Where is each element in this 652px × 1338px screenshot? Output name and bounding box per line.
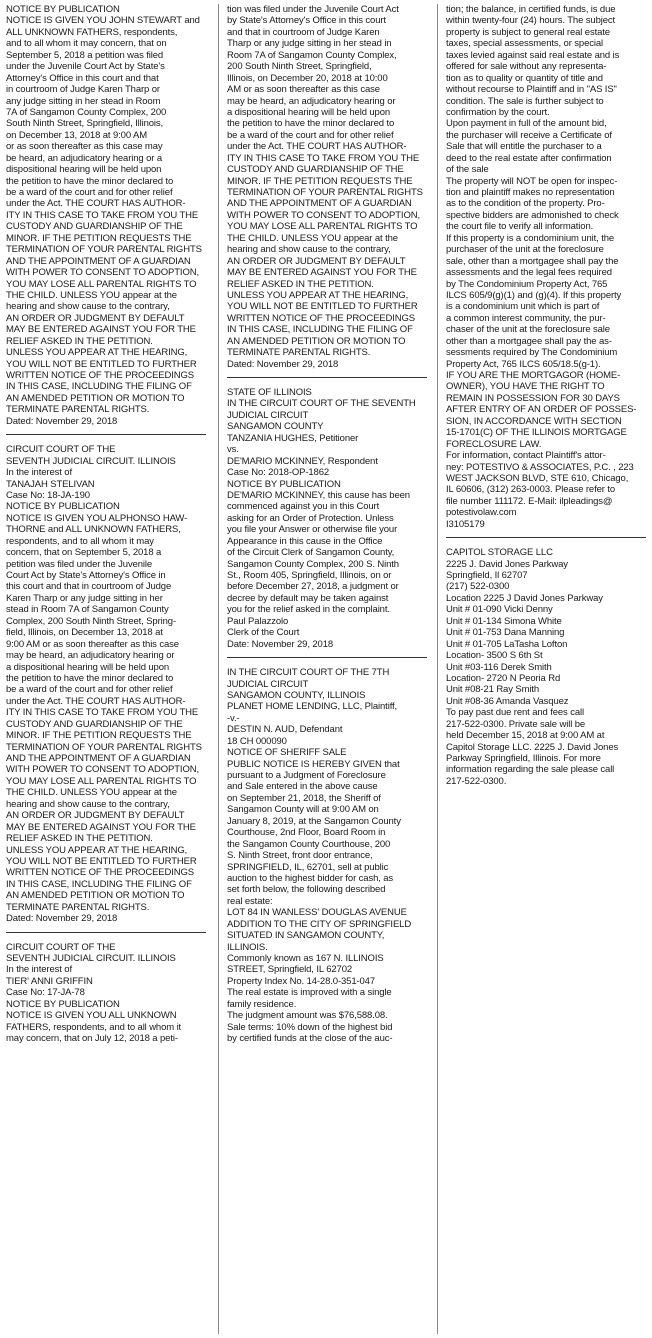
notice-text-line: ITY IN THIS CASE TO TAKE FROM YOU THE bbox=[227, 152, 420, 164]
notice-text-line: hearing and show cause to the contrary, bbox=[227, 244, 391, 256]
notice-text-line: Springfield, Il 62707 bbox=[446, 570, 528, 581]
notice-text-line: Unit # 01-134 Simona White bbox=[446, 615, 562, 627]
notice-text-line: of the Circuit Clerk of Sangamon County, bbox=[227, 547, 395, 559]
notice-text-line: sessments required by The Condominium bbox=[446, 347, 618, 359]
notice-text-line: is a condominium unit which is part of bbox=[446, 301, 600, 313]
notice-text-line: 7A of Sangamon County Complex, 200 bbox=[6, 106, 167, 118]
notice-text-line: information regarding the sale please call bbox=[446, 764, 615, 776]
notice-text-line: AN AMENDED PETITION OR MOTION TO bbox=[6, 890, 185, 902]
notice-text-line: or as soon thereafter as this case may bbox=[6, 141, 163, 153]
notice-text-line: DESTIN N. AUD, Defendant bbox=[227, 724, 343, 736]
notice-text-line: South Ninth Street, Springfield, Illinois, bbox=[6, 118, 164, 130]
notice-text-line: by State's Attorney's Office in this court bbox=[227, 15, 386, 27]
notice-text-line: TERMINATION OF YOUR PARENTAL RIGHTS bbox=[227, 187, 423, 198]
notice-text-line: and Sale entered in the above cause bbox=[227, 781, 378, 793]
notice-text-line: To pay past due rent and fees call bbox=[446, 707, 584, 719]
notice-text-line: Case No: 2018-OP-1862 bbox=[227, 467, 330, 479]
notice-text-line: YOU WILL NOT BE ENTITLED TO FURTHER bbox=[6, 358, 197, 370]
notice-text-line: NOTICE BY PUBLICATION bbox=[6, 4, 120, 15]
notice-text-line: respondents, and to all whom it may bbox=[6, 535, 154, 547]
notice-text-line: MAY BE ENTERED AGAINST YOU FOR THE bbox=[227, 267, 417, 279]
notice-text-line: 217-522-0300. bbox=[446, 775, 507, 787]
notice-text-line: WRITTEN NOTICE OF THE PROCEEDINGS bbox=[6, 867, 194, 879]
notice-column-3 bbox=[446, 4, 646, 787]
notice-text-line: The judgment amount was $76,588.08. bbox=[227, 1010, 388, 1022]
legal-notice bbox=[227, 387, 427, 650]
notice-text-line: YOU WILL NOT BE ENTITLED TO FURTHER bbox=[227, 301, 418, 313]
notice-text-line: other than a mortgagee shall pay the as- bbox=[446, 335, 612, 347]
notice-text-line: SION, IN ACCORDANCE WITH SECTION bbox=[446, 415, 622, 427]
notice-text-line: you for the relief asked in the complaint. bbox=[227, 604, 390, 616]
notice-text-line: ILLINOIS. bbox=[227, 941, 268, 953]
notice-text-line: CUSTODY AND GUARDIANSHIP OF THE bbox=[227, 164, 404, 176]
notice-text-line: within twenty-four (24) hours. The subject bbox=[446, 15, 616, 27]
notice-text-line: Date: November 29, 2018 bbox=[227, 638, 334, 650]
notice-text-line: before December 27, 2018, a judgment or bbox=[227, 581, 399, 593]
notice-text-line: CIRCUIT COURT OF THE bbox=[6, 941, 116, 953]
notice-text-line: TANZANIA HUGHES, Petitioner bbox=[227, 432, 359, 444]
notice-text-line: Sale that will entitle the purchaser to a bbox=[446, 141, 602, 153]
notice-text-line: in courtroom of Judge Karen Tharp or bbox=[6, 84, 160, 96]
notice-text-line: MAY BE ENTERED AGAINST YOU FOR THE bbox=[6, 324, 196, 336]
notice-text-line: Dated: November 29, 2018 bbox=[227, 358, 339, 370]
notice-column-2 bbox=[227, 4, 427, 1045]
notice-text-line: NOTICE BY PUBLICATION bbox=[6, 501, 120, 513]
notice-text-line: WRITTEN NOTICE OF THE PROCEEDINGS bbox=[227, 312, 415, 324]
notice-text-line: NOTICE IS GIVEN YOU ALPHONSO HAW- bbox=[6, 512, 188, 524]
notice-text-line: Court Act by State's Attorney's Office in bbox=[6, 570, 166, 581]
notice-text-line: MAY BE ENTERED AGAINST YOU FOR THE bbox=[6, 821, 196, 833]
notice-text-line: Karen Tharp or any judge sitting in her bbox=[6, 592, 163, 604]
notice-text-line: be a ward of the court and for other relief bbox=[227, 129, 394, 141]
legal-notice bbox=[446, 547, 646, 787]
notice-text-line: be heard, an adjudicatory hearing or a bbox=[6, 152, 162, 164]
notice-text-line: ITY IN THIS CASE TO TAKE FROM YOU THE bbox=[6, 707, 199, 719]
notice-text-line: CIRCUIT COURT OF THE bbox=[6, 444, 116, 456]
notice-text-line: SEVENTH JUDICIAL CIRCUIT. ILLINOIS bbox=[6, 455, 176, 467]
notice-text-line: hearing and show cause to the contrary, bbox=[6, 301, 170, 313]
notice-text-line: WITH POWER TO CONSENT TO ADOPTION, bbox=[6, 267, 199, 279]
notice-text-line: under the Act. THE COURT HAS AUTHOR- bbox=[6, 695, 186, 707]
notice-text-line: JUDICIAL CIRCUIT bbox=[227, 678, 309, 690]
notice-text-line: THE CHILD. UNLESS YOU appear at the bbox=[6, 289, 177, 301]
notice-text-line: TERMINATION OF YOUR PARENTAL RIGHTS bbox=[6, 244, 202, 256]
notice-text-line: without recourse to Plaintiff and in "AS IS" bbox=[446, 84, 617, 96]
legal-notice bbox=[446, 4, 646, 530]
notice-text-line: be a ward of the court and for other relief bbox=[6, 187, 173, 198]
notice-text-line: TIER' ANNI GRIFFIN bbox=[6, 975, 93, 987]
notice-text-line: Unit # 01-090 Vicki Denny bbox=[446, 604, 553, 616]
notice-text-line: concern, that on September 5, 2018 a bbox=[6, 547, 162, 559]
notice-text-line: IL 60606, (312) 263-0003. Please refer to bbox=[446, 484, 616, 496]
notice-text-line: the petition to have the minor declared to bbox=[6, 175, 174, 187]
notice-text-line: Room 7A of Sangamon County Complex, bbox=[227, 49, 397, 61]
notice-text-line: offered for sale without any representa- bbox=[446, 61, 607, 73]
notice-text-line: LOT 84 IN WANLESS' DOUGLAS AVENUE bbox=[227, 907, 407, 919]
notice-text-line: REMAIN IN POSSESSION FOR 30 DAYS bbox=[446, 392, 620, 404]
notice-separator bbox=[227, 657, 427, 658]
notice-text-line: (217) 522-0300 bbox=[446, 581, 510, 593]
notice-text-line: FORECLOSURE LAW. bbox=[446, 438, 542, 450]
notice-text-line: as to the condition of the property. Pro- bbox=[446, 198, 605, 210]
notice-text-line: RELIEF ASKED IN THE PETITION. bbox=[6, 335, 153, 347]
notice-text-line: any judge sitting in her stead in Room bbox=[6, 95, 161, 107]
notice-text-line: decree by default may be taken against bbox=[227, 592, 389, 604]
notice-text-line: -v.- bbox=[227, 712, 240, 724]
notice-text-line: WEST JACKSON BLVD, STE 610, Chicago, bbox=[446, 472, 629, 484]
notice-text-line: Case No: 17-JA-78 bbox=[6, 987, 85, 999]
notice-text-line: YOU MAY LOSE ALL PARENTAL RIGHTS TO bbox=[227, 221, 418, 233]
notice-text-line: Case No: 18-JA-190 bbox=[6, 489, 90, 501]
notice-text-line: WRITTEN NOTICE OF THE PROCEEDINGS bbox=[6, 370, 194, 381]
notice-text-line: of the sale bbox=[446, 164, 489, 176]
notice-text-line: TERMINATE PARENTAL RIGHTS. bbox=[227, 347, 371, 359]
notice-text-line: ALL UNKNOWN FATHERS, respondents, bbox=[6, 26, 178, 38]
notice-text-line: a dispositional hearing will be held upon bbox=[6, 661, 170, 673]
notice-text-line: may concern, that on July 12, 2018 a peti- bbox=[6, 1033, 178, 1045]
notice-text-line: MINOR. IF THE PETITION REQUESTS THE bbox=[6, 730, 192, 742]
notice-text-line: Dated: November 29, 2018 bbox=[6, 913, 118, 925]
notice-text-line: In the interest of bbox=[6, 964, 72, 976]
notice-text-line: chaser of the unit at the foreclosure sale bbox=[446, 324, 610, 336]
notice-text-line: tion and plaintiff makes no representation bbox=[446, 187, 615, 198]
notice-text-line: on September 21, 2018, the Sheriff of bbox=[227, 792, 381, 804]
notice-text-line: ILCS 605/9(g)(1) and (g)(4). If this property bbox=[446, 289, 622, 301]
notice-text-line: NOTICE BY PUBLICATION bbox=[6, 998, 120, 1010]
notice-text-line: NOTICE IS GIVEN YOU JOHN STEWART and bbox=[6, 15, 200, 27]
notice-separator bbox=[6, 932, 206, 933]
notice-text-line: NOTICE OF SHERIFF SALE bbox=[227, 747, 347, 759]
notice-text-line: IN THE CIRCUIT COURT OF THE SEVENTH bbox=[227, 398, 416, 410]
notice-text-line: UNLESS YOU APPEAR AT THE HEARING, bbox=[6, 844, 188, 856]
notice-text-line: ADDITION TO THE CITY OF SPRINGFIELD bbox=[227, 918, 412, 930]
notice-text-line: AND THE APPOINTMENT OF A GUARDIAN bbox=[6, 753, 191, 764]
notice-text-line: and that in courtroom of Judge Karen bbox=[227, 26, 380, 38]
notice-text-line: 15-1701(C) OF THE ILLINOIS MORTGAGE bbox=[446, 427, 627, 439]
notice-text-line: S. Ninth Street, front door entrance, bbox=[227, 850, 373, 862]
notice-text-line: I3105179 bbox=[446, 518, 485, 530]
notice-text-line: THORNE and ALL UNKNOWN FATHERS, bbox=[6, 524, 181, 536]
notice-text-line: ITY IN THIS CASE TO TAKE FROM YOU THE bbox=[6, 209, 199, 221]
notice-text-line: pursuant to a Judgment of Foreclosure bbox=[227, 770, 386, 781]
notice-text-line: be a ward of the court and for other relief bbox=[6, 684, 173, 696]
notice-text-line: under the Act. THE COURT HAS AUTHOR- bbox=[6, 198, 186, 210]
notice-text-line: PUBLIC NOTICE IS HEREBY GIVEN that bbox=[227, 758, 400, 770]
notice-text-line: STREET, Springfield, IL 62702 bbox=[227, 964, 353, 976]
notice-text-line: set forth below, the following described bbox=[227, 884, 386, 896]
legal-notice bbox=[227, 667, 427, 1044]
notice-text-line: AN ORDER OR JUDGMENT BY DEFAULT bbox=[227, 255, 406, 267]
notice-text-line: UNLESS YOU APPEAR AT THE HEARING, bbox=[6, 347, 188, 359]
notice-text-line: NOTICE BY PUBLICATION bbox=[227, 478, 341, 490]
notice-text-line: Upon payment in full of the amount bid, bbox=[446, 118, 607, 130]
notice-text-line: PLANET HOME LENDING, LLC, Plaintiff, bbox=[227, 701, 398, 713]
notice-text-line: Sangamon County Complex, 200 S. Ninth bbox=[227, 558, 399, 570]
notice-text-line: the Sangamon County Courthouse, 200 bbox=[227, 838, 391, 850]
notice-text-line: tion; the balance, in certified funds, is due bbox=[446, 4, 616, 15]
notice-text-line: tion as to quality or quantity of title and bbox=[446, 72, 603, 84]
notice-text-line: 200 South Ninth Street, Springfield, bbox=[227, 61, 372, 73]
legal-notice bbox=[6, 942, 206, 1045]
legal-notice bbox=[227, 4, 427, 370]
notice-text-line: the petition to have the minor declared to bbox=[6, 672, 174, 684]
notice-text-line: Property Index No. 14-28.0-351-047 bbox=[227, 975, 376, 987]
notice-text-line: property is subject to general real estate bbox=[446, 26, 610, 38]
notice-separator bbox=[6, 434, 206, 435]
notice-text-line: by certified funds at the close of the auc- bbox=[227, 1033, 393, 1045]
notice-text-line: spective bidders are admonished to check bbox=[446, 209, 619, 221]
notice-text-line: CUSTODY AND GUARDIANSHIP OF THE bbox=[6, 718, 183, 730]
notice-text-line: the court file to verify all information. bbox=[446, 221, 594, 233]
notice-text-line: AN AMENDED PETITION OR MOTION TO bbox=[227, 335, 406, 347]
notice-text-line: taxes levied against said real estate and is bbox=[446, 49, 620, 61]
notice-text-line: JUDICIAL CIRCUIT bbox=[227, 409, 309, 421]
column-divider bbox=[437, 4, 438, 1334]
notice-text-line: FATHERS, respondents, and to all whom it bbox=[6, 1021, 182, 1033]
notice-text-line: under the Act. THE COURT HAS AUTHOR- bbox=[227, 141, 407, 153]
notice-text-line: Unit # 01-705 LaTasha Lofton bbox=[446, 638, 568, 650]
notice-text-line: you file your Answer or otherwise file your bbox=[227, 524, 398, 536]
notice-text-line: commenced against you in this Court bbox=[227, 501, 380, 513]
notice-text-line: AM or as soon thereafter as this case bbox=[227, 84, 380, 96]
notice-text-line: RELIEF ASKED IN THE PETITION. bbox=[227, 278, 374, 290]
notice-text-line: field, Illinois, on December 13, 2018 at bbox=[6, 627, 163, 639]
notice-text-line: DE'MARIO MCKINNEY, Respondent bbox=[227, 455, 378, 467]
legal-notice bbox=[6, 444, 206, 924]
notice-text-line: vs. bbox=[227, 444, 239, 456]
notice-text-line: deed to the real estate after confirmation bbox=[446, 152, 612, 164]
notice-text-line: assessments and the legal fees required bbox=[446, 267, 612, 279]
notice-text-line: on December 13, 2018 at 9:00 AM bbox=[6, 129, 147, 141]
notice-text-line: AND THE APPOINTMENT OF A GUARDIAN bbox=[227, 198, 412, 210]
notice-text-line: the purchaser will receive a Certificate of bbox=[446, 129, 612, 141]
notice-text-line: IN THIS CASE, INCLUDING THE FILING OF bbox=[227, 324, 413, 336]
notice-text-line: CUSTODY AND GUARDIANSHIP OF THE bbox=[6, 221, 183, 233]
notice-text-line: tion was filed under the Juvenile Court Act bbox=[227, 4, 399, 15]
notice-text-line: Courthouse, 2nd Floor, Board Room in bbox=[227, 827, 386, 839]
notice-text-line: condition. The sale is further subject to bbox=[446, 95, 604, 107]
notice-text-line: AN AMENDED PETITION OR MOTION TO bbox=[6, 392, 185, 404]
notice-text-line: January 8, 2019, at the Sangamon County bbox=[227, 815, 401, 827]
notice-text-line: Clerk of the Court bbox=[227, 627, 300, 639]
notice-text-line: this court and that in courtroom of Judge bbox=[6, 581, 172, 593]
notice-text-line: auction to the highest bidder for cash, as bbox=[227, 872, 394, 884]
notice-text-line: St., Room 405, Springfield, Illinois, on or bbox=[227, 570, 392, 581]
notice-text-line: SANGAMON COUNTY bbox=[227, 421, 324, 433]
notice-text-line: Location- 2720 N Peoria Rd bbox=[446, 672, 561, 684]
notice-text-line: IN THIS CASE, INCLUDING THE FILING OF bbox=[6, 381, 192, 393]
notice-text-line: AN ORDER OR JUDGMENT BY DEFAULT bbox=[6, 312, 185, 324]
notice-text-line: a common interest community, the pur- bbox=[446, 312, 606, 324]
notice-text-line: 2225 J. David Jones Parkway bbox=[446, 558, 568, 570]
notice-text-line: Attorney's Office in this court and that bbox=[6, 72, 159, 84]
notice-text-line: SPRINGFIELD, IL, 62701, sell at public bbox=[227, 861, 389, 873]
notice-text-line: Parkway Springfield, Illinois. For more bbox=[446, 753, 601, 764]
notice-text-line: Unit #03-116 Derek Smith bbox=[446, 661, 552, 673]
notice-text-line: UNLESS YOU APPEAR AT THE HEARING, bbox=[227, 289, 409, 301]
notice-text-line: MINOR. IF THE PETITION REQUESTS THE bbox=[227, 175, 413, 187]
notice-text-line: Capitol Storage LLC. 2225 J. David Jones bbox=[446, 741, 619, 753]
notice-text-line: asking for an Order of Protection. Unless bbox=[227, 512, 394, 524]
notice-text-line: WITH POWER TO CONSENT TO ADOPTION, bbox=[227, 209, 420, 221]
notice-text-line: Dated: November 29, 2018 bbox=[6, 415, 118, 427]
notice-text-line: held December 15, 2018 at 9:00 AM at bbox=[446, 730, 605, 742]
notice-text-line: MINOR. IF THE PETITION REQUESTS THE bbox=[6, 232, 192, 244]
notice-text-line: sale, other than a mortgagee shall pay the bbox=[446, 255, 619, 267]
notice-text-line: Commonly known as 167 N. ILLINOIS bbox=[227, 953, 384, 964]
notice-text-line: THE CHILD. UNLESS YOU appear at the bbox=[6, 787, 177, 799]
notice-text-line: IN THE CIRCUIT COURT OF THE 7TH bbox=[227, 667, 390, 679]
notice-text-line: Unit #08-36 Amanda Vasquez bbox=[446, 695, 569, 707]
notice-text-line: In the interest of bbox=[6, 467, 72, 479]
notice-text-line: WITH POWER TO CONSENT TO ADOPTION, bbox=[6, 764, 199, 776]
notice-text-line: may be heard, an adjudicatory hearing or bbox=[6, 650, 175, 662]
notice-text-line: Sale terms: 10% down of the highest bid bbox=[227, 1021, 393, 1033]
notice-text-line: YOU MAY LOSE ALL PARENTAL RIGHTS TO bbox=[6, 278, 197, 290]
column-divider bbox=[218, 4, 219, 1334]
notice-text-line: 18 CH 000090 bbox=[227, 735, 287, 747]
notice-text-line: DE'MARIO MCKINNEY, this cause has been bbox=[227, 489, 410, 501]
notice-text-line: file number 111172. E-Mail: ilpleadings@ bbox=[446, 495, 613, 507]
notice-text-line: September 5, 2018 a petition was filed bbox=[6, 49, 164, 61]
notice-text-line: SITUATED IN SANGAMON COUNTY, bbox=[227, 930, 385, 942]
notice-text-line: SANGAMON COUNTY, ILLINOIS bbox=[227, 689, 366, 701]
notice-text-line: The real estate is improved with a single bbox=[227, 987, 392, 999]
notice-text-line: Paul Palazzolo bbox=[227, 615, 289, 627]
notice-text-line: TERMINATION OF YOUR PARENTAL RIGHTS bbox=[6, 741, 202, 753]
notice-text-line: AN ORDER OR JUDGMENT BY DEFAULT bbox=[6, 810, 185, 822]
notice-text-line: may be heard, an adjudicatory hearing or bbox=[227, 95, 396, 107]
notice-text-line: and to all whom it may concern, that on bbox=[6, 38, 167, 50]
notice-text-line: YOU WILL NOT BE ENTITLED TO FURTHER bbox=[6, 855, 197, 867]
notice-text-line: Unit # 01-753 Dana Manning bbox=[446, 627, 565, 639]
notice-text-line: AFTER ENTRY OF AN ORDER OF POSSES- bbox=[446, 404, 637, 416]
legal-notice bbox=[6, 4, 206, 427]
notice-text-line: Location- 3500 S 6th St bbox=[446, 650, 543, 662]
notice-text-line: ney: POTESTIVO & ASSOCIATES, P.C. , 223 bbox=[446, 461, 634, 473]
notice-text-line: 9:00 AM or as soon thereafter as this case bbox=[6, 638, 179, 650]
notice-text-line: THE CHILD. UNLESS YOU appear at the bbox=[227, 232, 398, 244]
notice-text-line: confirmation by the court. bbox=[446, 106, 550, 118]
notice-text-line: purchaser of the unit at the foreclosure bbox=[446, 244, 604, 256]
notice-column-1 bbox=[6, 4, 206, 1045]
notice-text-line: under the Juvenile Court Act by State's bbox=[6, 61, 165, 73]
notice-text-line: AND THE APPOINTMENT OF A GUARDIAN bbox=[6, 255, 191, 267]
notice-text-line: If this property is a condominium unit, the bbox=[446, 232, 615, 244]
notice-text-line: a dispositional hearing will be held upon bbox=[227, 106, 391, 118]
notice-text-line: hearing and show cause to the contrary, bbox=[6, 798, 170, 810]
notice-text-line: OWNER), YOU HAVE THE RIGHT TO bbox=[446, 381, 605, 393]
notice-text-line: by The Condominium Property Act, 765 bbox=[446, 278, 608, 290]
notice-text-line: TERMINATE PARENTAL RIGHTS. bbox=[6, 404, 150, 416]
notice-text-line: IF YOU ARE THE MORTGAGOR (HOME- bbox=[446, 370, 621, 381]
notice-text-line: potestivolaw.com bbox=[446, 507, 517, 519]
notice-text-line: TANAJAH STELIVAN bbox=[6, 478, 95, 490]
notice-text-line: Property Act, 765 ILCS 605/18.5(g-1). bbox=[446, 358, 601, 370]
notice-text-line: RELIEF ASKED IN THE PETITION. bbox=[6, 833, 153, 845]
notice-text-line: For information, contact Plaintiff's attor- bbox=[446, 450, 606, 462]
notice-text-line: Appearance in this cause in the Office bbox=[227, 535, 383, 547]
notice-text-line: 217-522-0300. Private sale will be bbox=[446, 718, 586, 730]
notice-text-line: STATE OF ILLINOIS bbox=[227, 387, 312, 398]
notice-separator bbox=[227, 377, 427, 378]
notice-text-line: taxes, special assessments, or special bbox=[446, 38, 604, 50]
notice-text-line: real estate: bbox=[227, 895, 273, 907]
notice-text-line: the petition to have the minor declared to bbox=[227, 118, 395, 130]
notice-text-line: Illinois, on December 20, 2018 at 10:00 bbox=[227, 72, 388, 84]
notice-text-line: family residence. bbox=[227, 998, 297, 1010]
notice-text-line: NOTICE IS GIVEN YOU ALL UNKNOWN bbox=[6, 1010, 177, 1022]
notice-text-line: IN THIS CASE, INCLUDING THE FILING OF bbox=[6, 878, 192, 890]
notice-text-line: CAPITOL STORAGE LLC bbox=[446, 547, 553, 559]
notice-text-line: SEVENTH JUDICIAL CIRCUIT. ILLINOIS bbox=[6, 953, 176, 964]
notice-text-line: YOU MAY LOSE ALL PARENTAL RIGHTS TO bbox=[6, 775, 197, 787]
notice-text-line: Tharp or any judge sitting in her stead in bbox=[227, 38, 392, 50]
notice-text-line: petition was filed under the Juvenile bbox=[6, 558, 153, 570]
notice-text-line: Location 2225 J David Jones Parkway bbox=[446, 592, 603, 604]
notice-text-line: Unit #08-21 Ray Smith bbox=[446, 684, 540, 696]
notice-text-line: The property will NOT be open for inspec- bbox=[446, 175, 618, 187]
notice-text-line: Sangamon County will at 9:00 AM on bbox=[227, 804, 379, 816]
notice-text-line: Complex, 200 South Ninth Street, Spring- bbox=[6, 615, 176, 627]
notice-text-line: dispositional hearing will be held upon bbox=[6, 164, 162, 176]
notice-text-line: TERMINATE PARENTAL RIGHTS. bbox=[6, 901, 150, 913]
notice-text-line: stead in Room 7A of Sangamon County bbox=[6, 604, 169, 616]
notice-separator bbox=[446, 537, 646, 538]
